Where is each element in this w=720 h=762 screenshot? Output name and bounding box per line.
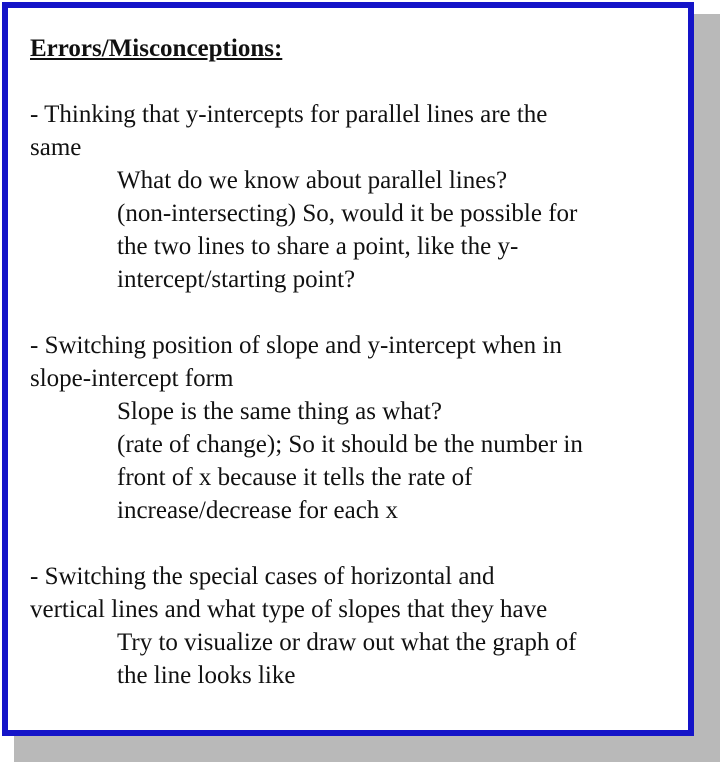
response-line: Slope is the same thing as what? — [117, 398, 442, 425]
misconception-line: slope-intercept form — [30, 365, 234, 392]
misconception-line: - Switching the special cases of horizontal and — [30, 563, 495, 590]
response-line: intercept/starting point? — [117, 266, 356, 293]
heading: Errors/Misconceptions: — [30, 35, 283, 62]
misconception-item — [30, 98, 680, 296]
response-line: What do we know about parallel lines? — [117, 167, 508, 194]
teacher-response — [30, 395, 680, 527]
misconception-line: vertical lines and what type of slopes that they have — [30, 596, 548, 623]
misconception-item — [30, 329, 680, 527]
response-line: (non-intersecting) So, would it be possible for — [117, 200, 578, 227]
misconception-item — [30, 560, 680, 692]
response-line: the two lines to share a point, like the y- — [117, 233, 519, 260]
response-line: the line looks like — [117, 662, 296, 689]
response-line: front of x because it tells the rate of — [117, 464, 473, 491]
misconception-line: - Thinking that y-intercepts for parallel lines are the — [30, 101, 548, 128]
response-line: increase/decrease for each x — [117, 497, 399, 524]
response-line: Try to visualize or draw out what the graph of — [117, 629, 577, 656]
teacher-response — [30, 626, 680, 692]
response-line: (rate of change); So it should be the number in — [117, 431, 583, 458]
misconception-line: - Switching position of slope and y-intercept when in — [30, 332, 562, 359]
card-content — [30, 32, 680, 692]
teacher-response — [30, 164, 680, 296]
misconception-line: same — [30, 134, 82, 161]
